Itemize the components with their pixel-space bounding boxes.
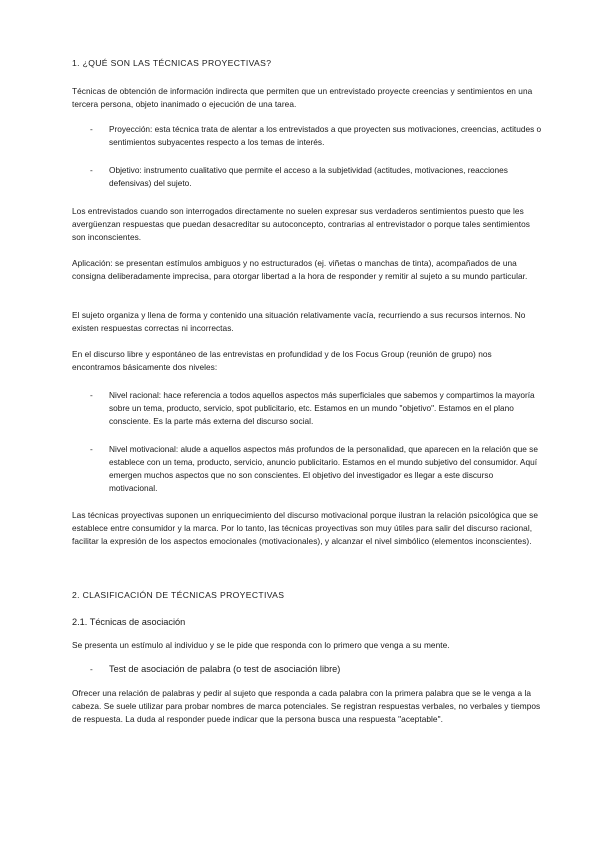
list-item-text: Nivel motivacional: alude a aquellos aspectos más profundos de la personalidad, que aparecen en la relación que se establece con un tema, producto, servicio, anuncio publicitario. Estamos en el mundo subjetivo del consumidor. Aquí emergen muchos aspectos que no son conscientes. El objetivo del investigador es llegar a este discurso motivacional. xyxy=(109,444,538,493)
bullet-dash: - xyxy=(90,124,93,134)
bullet-dash: - xyxy=(90,165,93,175)
paragraph: Se presenta un estímulo al individuo y se le pide que responda con lo primero que venga a su mente. xyxy=(72,640,450,650)
subsection-heading: 2.1. Técnicas de asociación xyxy=(72,617,186,627)
bullet-dash: - xyxy=(90,444,93,454)
paragraph: Ofrecer una relación de palabras y pedir al sujeto que responda a cada palabra con la primera palabra que se le venga a la cabeza. Se suele utilizar para probar nombres de marca potenciales. Se registran respuestas verbales, no verbales y tiempos de respuesta. La duda al responder puede indicar que la persona busca una respuesta "aceptable". xyxy=(72,688,541,724)
list-item-text: Nivel racional: hace referencia a todos aquellos aspectos más superficiales que sabemos y compartimos la mayoría sobre un tema, producto, servicio, spot publicitario, etc. Estamos en un mundo "objetivo". Estamos en el plano consciente. Es la parte más externa del discurso social. xyxy=(109,390,535,426)
paragraph: Las técnicas proyectivas suponen un enriquecimiento del discurso motivacional porque ilustran la relación psicológica que se establece entre consumidor y la marca. Por lo tanto, las técnicas proyectivas son muy útiles para salir del discurso racional, facilitar la expresión de los aspectos emocionales (motivacionales), y alcanzar el nivel simbólico (elementos inconscientes). xyxy=(72,510,539,546)
bullet-dash: - xyxy=(90,664,93,674)
paragraph: El sujeto organiza y llena de forma y contenido una situación relativamente vacía, recurriendo a sus recursos internos. No existen respuestas correctas ni incorrectas. xyxy=(72,310,526,333)
list-item-text: Test de asociación de palabra (o test de asociación libre) xyxy=(109,664,341,674)
intro-paragraph: Técnicas de obtención de información indirecta que permiten que un entrevistado proyecte creencias y sentimientos en una tercera persona, objeto inanimado o ejecución de una tarea. xyxy=(72,86,533,109)
section-2-heading: 2. CLASIFICACIÓN DE TÉCNICAS PROYECTIVAS xyxy=(72,590,285,600)
paragraph: En el discurso libre y espontáneo de las entrevistas en profundidad y de los Focus Group (reunión de grupo) nos encontramos básicamente dos niveles: xyxy=(72,349,492,372)
list-item-text: Proyección: esta técnica trata de alentar a los entrevistados a que proyecten sus motivaciones, creencias, actitudes o sentimientos subyacentes respecto a los temas de interés. xyxy=(109,124,542,147)
bullet-dash: - xyxy=(90,390,93,400)
list-item-text: Objetivo: instrumento cualitativo que permite el acceso a la subjetividad (actitudes, motivaciones, reacciones defensivas) del sujeto. xyxy=(109,165,508,188)
paragraph: Aplicación: se presentan estímulos ambiguos y no estructurados (ej. viñetas o manchas de tinta), acompañados de una consigna deliberadamente imprecisa, para otorgar libertad a la hora de responder y remitir al sujeto a su mundo particular. xyxy=(72,258,528,281)
paragraph: Los entrevistados cuando son interrogados directamente no suelen expresar sus verdaderos sentimientos puesto que les avergüenzan respuestas que puedan desacreditar su autoconcepto, contrarias al entrevistador o porque tales sentimientos son inconscientes. xyxy=(72,206,530,242)
section-1-heading: 1. ¿QUÉ SON LAS TÉCNICAS PROYECTIVAS? xyxy=(72,58,272,68)
